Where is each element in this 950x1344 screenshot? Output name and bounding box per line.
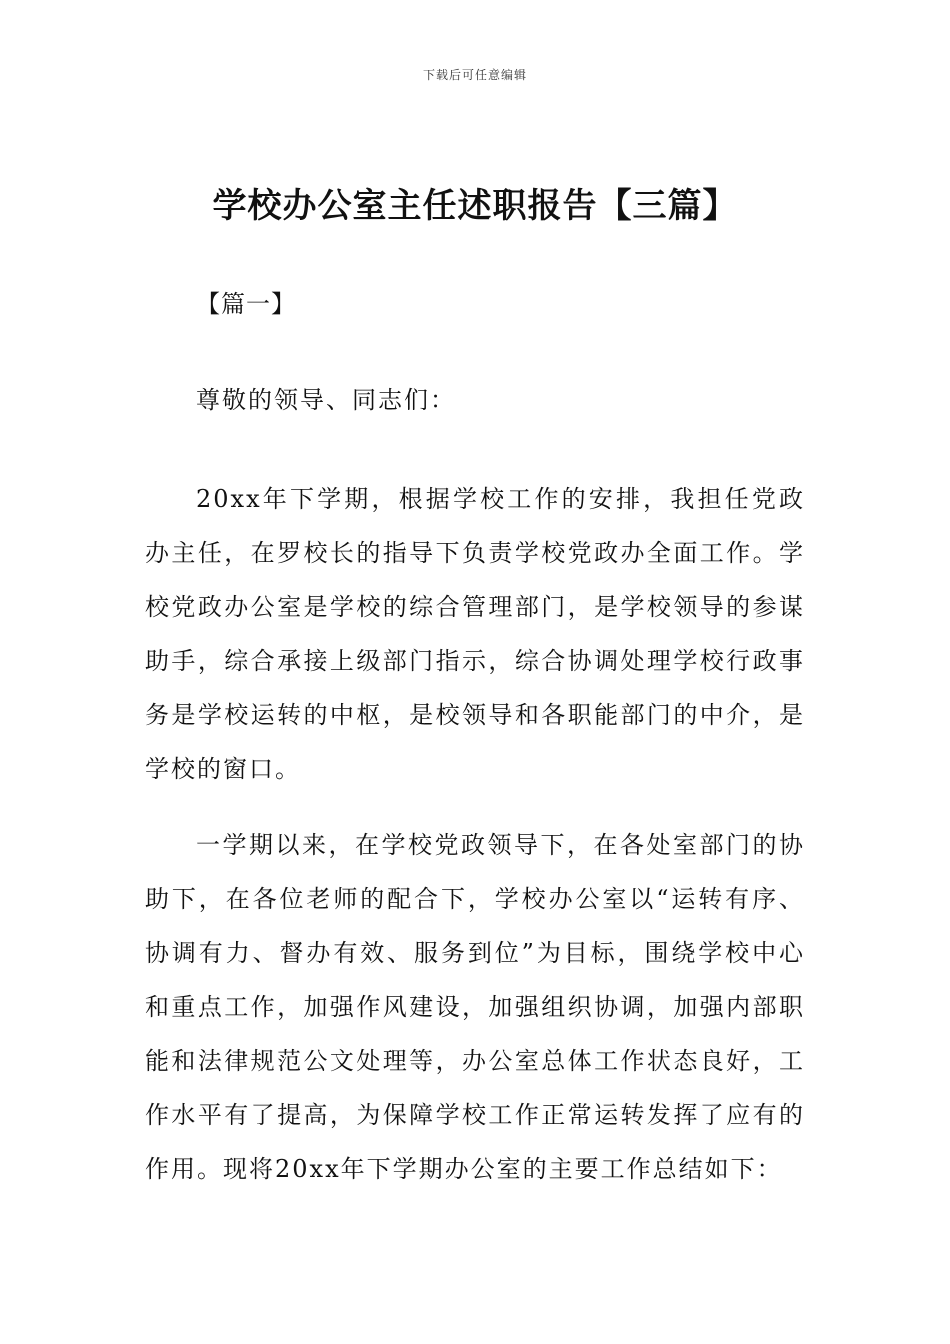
salutation: 尊敬的领导、同志们：: [196, 386, 456, 414]
paragraph-1: 20xx年下学期，根据学校工作的安排，我担任党政办主任，在罗校长的指导下负责学校党政办全面工作。学校党政办公室是学校的综合管理部门，是学校领导的参谋助手，综合承接上级部门指示，综合协调处理学校行政事务是学校运转的中枢，是校领导和各职能部门的中介，是学校的窗口。: [145, 485, 805, 783]
section-label: 【篇一】: [196, 290, 296, 318]
header-note: 下载后可任意编辑: [422, 68, 527, 82]
paragraph-2: 一学期以来，在学校党政领导下，在各处室部门的协助下，在各位老师的配合下，学校办公室以“运转有序、协调有力、督办有效、服务到位”为目标，围绕学校中心和重点工作，加强作风建设，加强组织协调，加强内部职能和法律规范公文处理等，办公室总体工作状态良好，工作水平有了提高，为保障学校工作正常运转发挥了应有的作用。现将20xx年下学期办公室的主要工作总结如下：: [145, 831, 805, 1183]
document-title: 学校办公室主任述职报告【三篇】: [212, 186, 738, 226]
